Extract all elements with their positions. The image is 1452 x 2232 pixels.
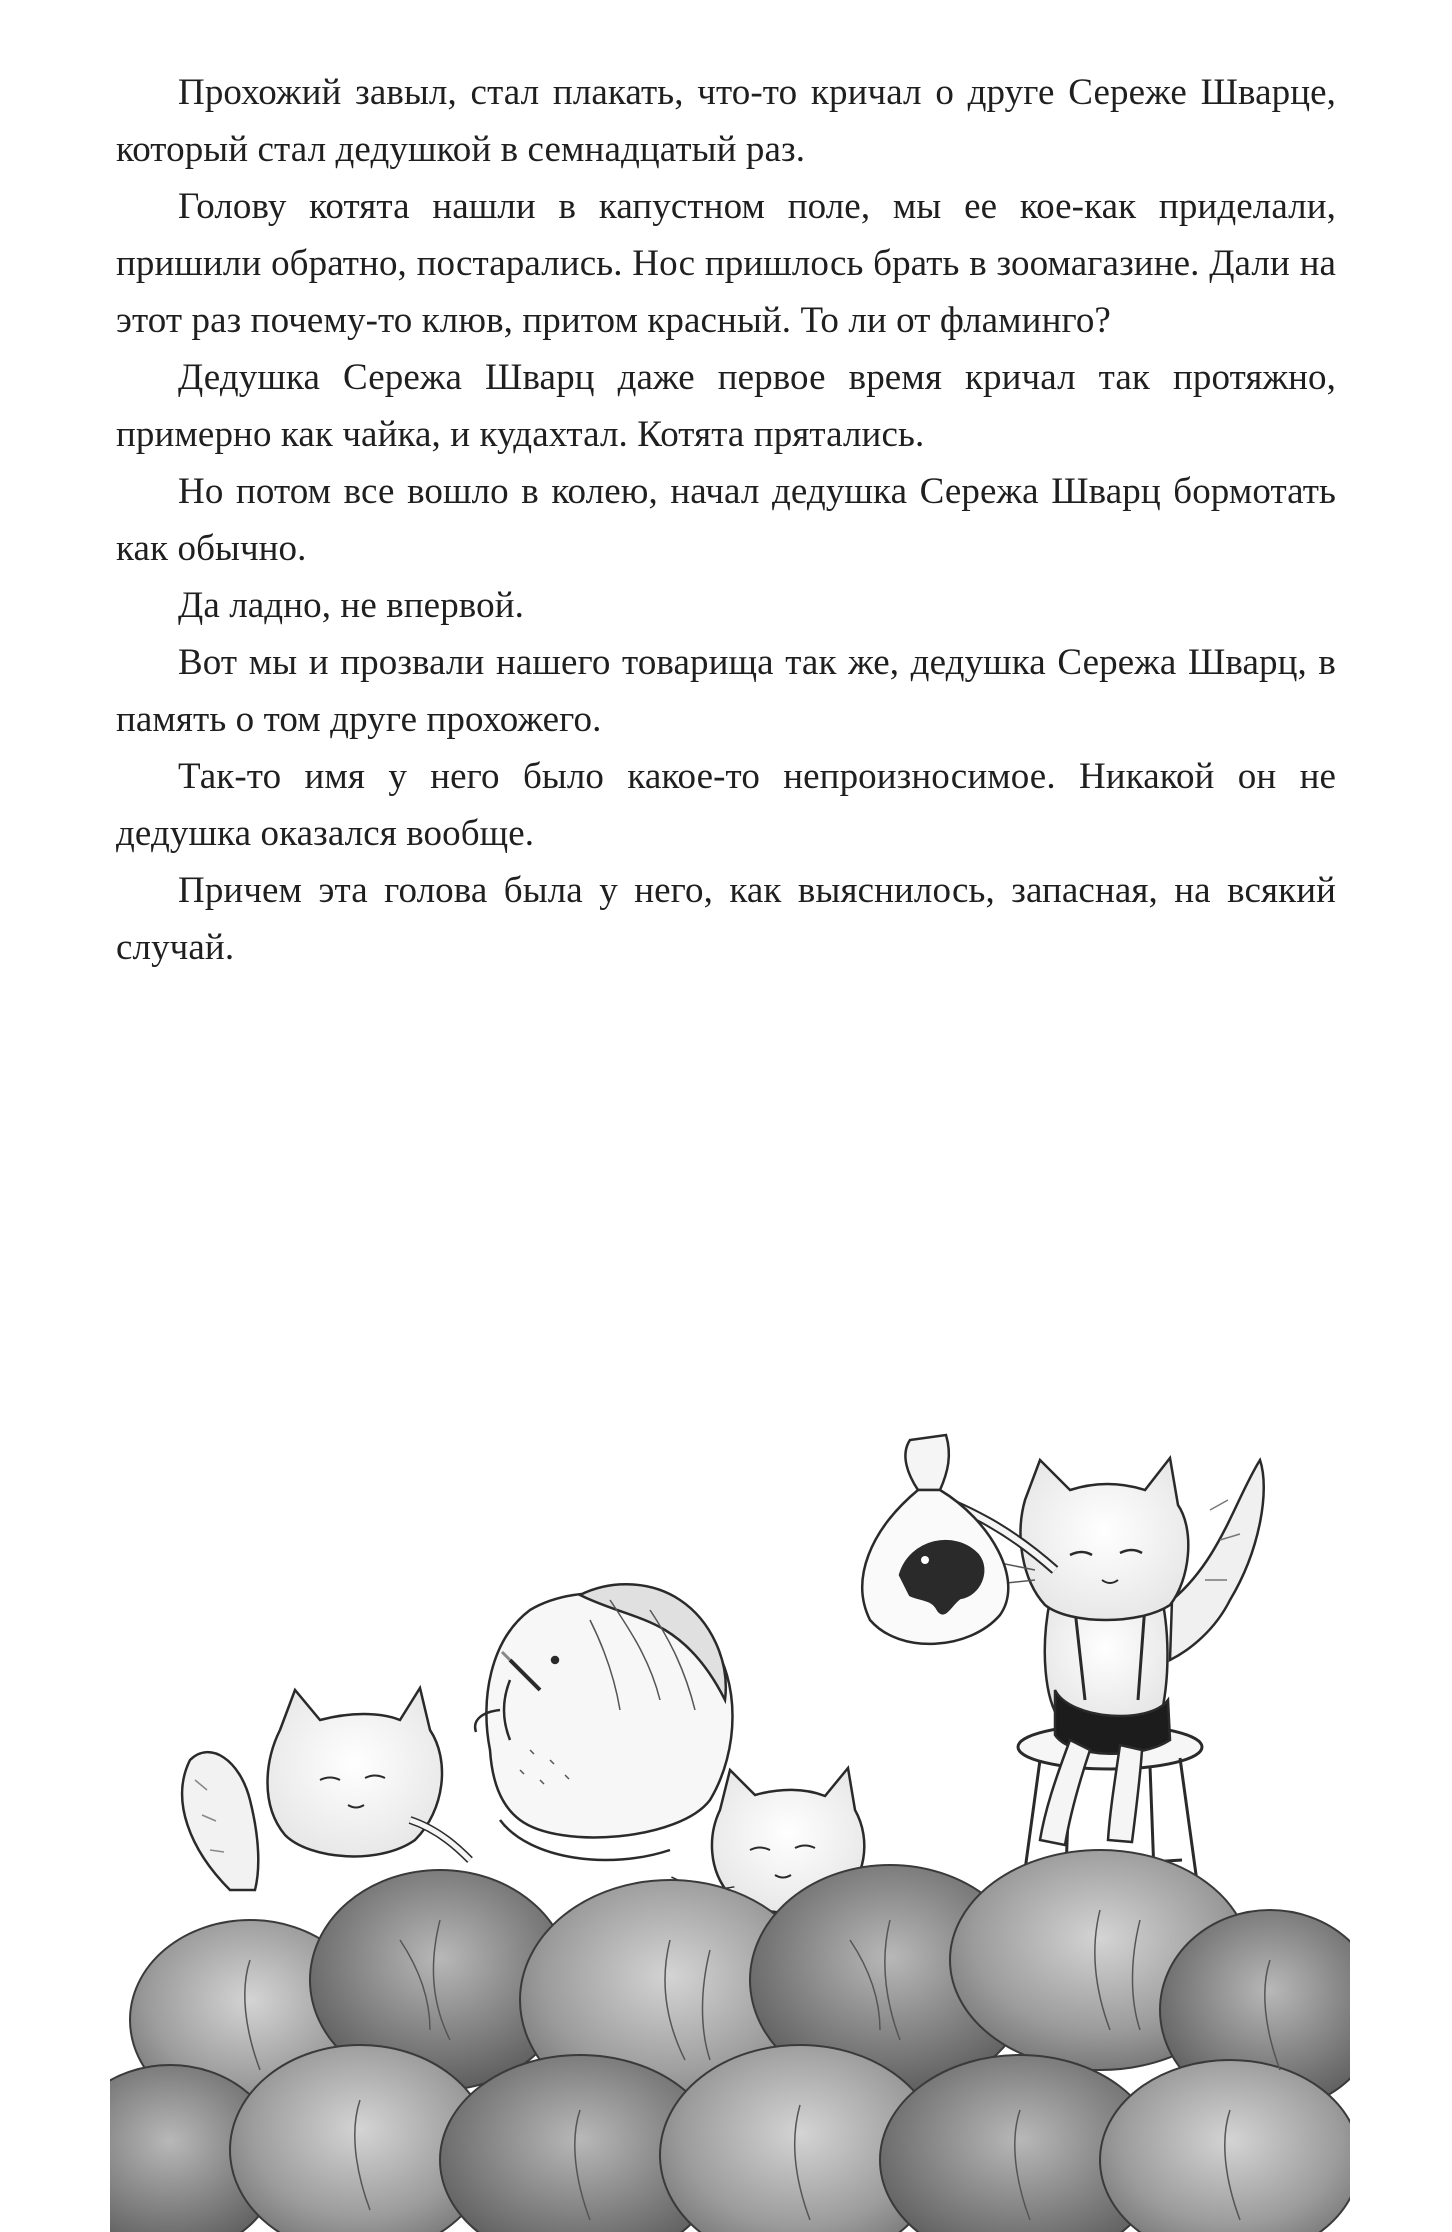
cat-on-stool — [930, 1458, 1264, 1845]
cabbage-field-illustration — [110, 1420, 1350, 2232]
paragraph-7: Так-то имя у него было какое-то непроизносимое. Никакой он не дедушка оказался вообще. — [116, 756, 1336, 854]
cabbage-field — [110, 1850, 1350, 2232]
paragraph-6: Вот мы и прозвали нашего товарища так же, дедушка Сережа Шварц, в память о том друге прохожего. — [116, 642, 1336, 740]
paragraph-1: Прохожий завыл, стал плакать, что-то кричал о друге Сереже Шварце, который стал дедушкой в семнадцатый раз. — [116, 72, 1336, 170]
paragraph-2: Голову котята нашли в капустном поле, мы ее кое-как приделали, пришили обратно, постарались. Нос пришлось брать в зоомагазине. Дали на этот раз почему-то клюв, притом красный. То ли от фламинго? — [116, 186, 1336, 341]
paragraph-3: Дедушка Сережа Шварц даже первое время кричал так протяжно, примерно как чайка, и кудахтал. Котята прятались. — [116, 357, 1336, 455]
bag-with-beak — [862, 1435, 1008, 1644]
paragraph-5: Да ладно, не впервой. — [178, 585, 524, 626]
paragraph-4: Но потом все вошло в колею, начал дедушка Сережа Шварц бормотать как обычно. — [116, 471, 1336, 569]
story-text — [116, 64, 1336, 976]
paragraph-8: Причем эта голова была у него, как выяснилось, запасная, на всякий случай. — [116, 870, 1336, 968]
man-head — [475, 1584, 732, 1860]
left-cat — [182, 1688, 470, 1890]
